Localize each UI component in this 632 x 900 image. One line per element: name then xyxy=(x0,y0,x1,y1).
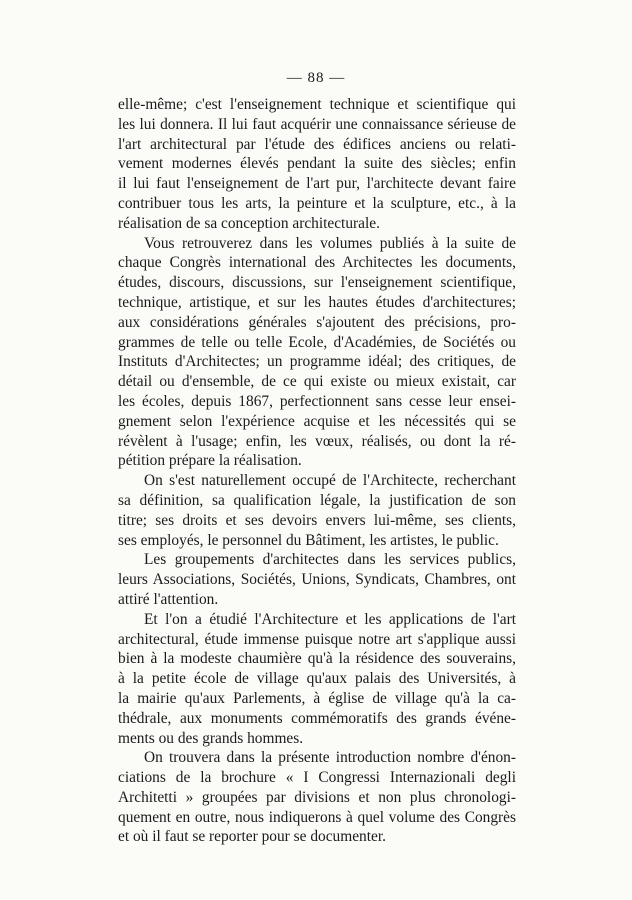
text-line: contribuer tous les arts, la peinture et la sculpture, etc., à la xyxy=(118,194,516,212)
text-line: il lui faut l'enseignement de l'art pur, l'architecte devant faire xyxy=(118,175,516,193)
text-line: études, discours, discussions, sur l'enseignement scientifique, xyxy=(118,274,516,292)
text-line: elle-même; c'est l'enseignement technique et scientifique qui xyxy=(118,96,516,113)
text-line: la mairie qu'aux Parlements, à église de village qu'à la ca- xyxy=(118,689,516,707)
text-line: leurs Associations, Sociétés, Unions, Syndicats, Chambres, ont xyxy=(118,571,516,589)
text-line: pétition prépare la réalisation. xyxy=(118,452,302,470)
text-line: Instituts d'Architectes; un programme idéal; des critiques, de xyxy=(118,353,516,371)
text-line: On s'est naturellement occupé de l'Architecte, recherchant xyxy=(144,472,516,490)
paragraph xyxy=(118,550,516,609)
text-line: Les groupements d'architectes dans les services publics, xyxy=(144,551,516,569)
text-line: vement modernes élevés pendant la suite des siècles; enfin xyxy=(118,155,516,173)
text-line: Et l'on a étudié l'Architecture et les applications de l'art xyxy=(144,610,516,628)
paragraph xyxy=(118,610,516,749)
text-line: ments ou des grands hommes. xyxy=(118,729,304,747)
text-line: quement en outre, nous indiquerons à quel volume des Congrès xyxy=(118,808,516,826)
text-line: bien à la modeste chaumière qu'à la résidence des souverains, xyxy=(118,650,516,668)
text-line: On trouvera dans la présente introduction nombre d'énon- xyxy=(144,749,516,767)
paragraph xyxy=(118,234,516,472)
text-line: détail ou d'ensemble, de ce qui existe ou mieux existait, car xyxy=(118,373,516,391)
text-line: chaque Congrès international des Architectes les documents, xyxy=(118,254,516,272)
text-line: ses employés, le personnel du Bâtiment, les artistes, le public. xyxy=(118,531,499,549)
text-line: ciations de la brochure « I Congressi Internazionali degli xyxy=(118,769,516,787)
paragraph xyxy=(118,95,516,234)
text-line: les écoles, depuis 1867, perfectionnent sans cesse leur ensei- xyxy=(118,392,516,410)
text-line: sa définition, sa qualification légale, la justification de son xyxy=(118,491,516,509)
text-line: aux considérations générales s'ajoutent des précisions, pro- xyxy=(118,313,516,331)
text-line: révèlent à l'usage; enfin, les vœux, réalisés, ou dont la ré- xyxy=(118,432,516,450)
page-number: — 88 — xyxy=(286,70,346,86)
text-line: attiré l'attention. xyxy=(118,590,219,608)
text-line: à la petite école de village qu'aux palais des Universités, à xyxy=(118,670,516,688)
text-line: thédrale, aux monuments commémoratifs des grands événe- xyxy=(118,709,516,727)
text-line: architectural, étude immense puisque notre art s'applique aussi xyxy=(118,630,516,648)
text-line: Vous retrouverez dans les volumes publiés à la suite de xyxy=(144,234,516,252)
text-line: grammes de telle ou telle Ecole, d'Académies, de Sociétés ou xyxy=(118,333,516,351)
text-line: l'art architectural par l'étude des édifices anciens ou relati- xyxy=(118,135,516,153)
paragraph xyxy=(118,748,516,847)
text-line: les lui donnera. Il lui faut acquérir une connaissance sérieuse de xyxy=(118,115,516,133)
text-line: Architetti » groupées par divisions et non plus chronologi- xyxy=(118,788,516,806)
text-line: gnement selon l'expérience acquise et les nécessités qui se xyxy=(118,412,516,430)
text-line: réalisation de sa conception architecturale. xyxy=(118,214,380,232)
body-text xyxy=(118,95,516,847)
paragraph xyxy=(118,471,516,550)
text-line: technique, artistique, et sur les hautes études d'architectures; xyxy=(118,293,516,311)
text-line: et où il faut se reporter pour se documenter. xyxy=(118,828,386,846)
text-line: titre; ses droits et ses devoirs envers lui-même, ses clients, xyxy=(118,511,516,529)
